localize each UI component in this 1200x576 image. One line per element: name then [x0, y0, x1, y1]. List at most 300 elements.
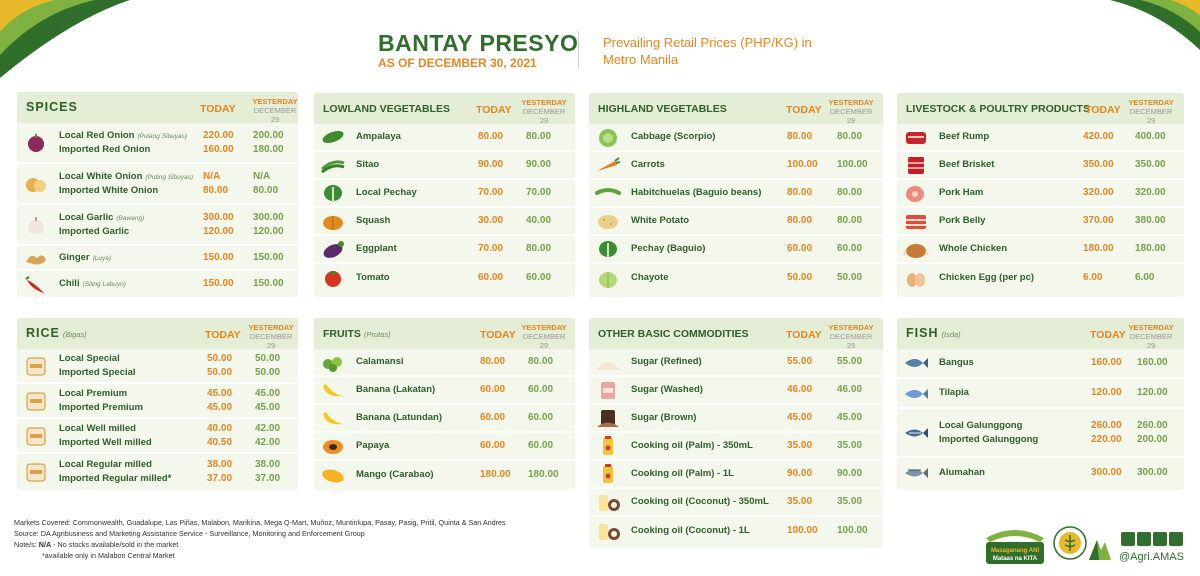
commodity-name: Chayote [631, 272, 669, 283]
today-price: 60.00 [478, 272, 504, 283]
yesterday-prices [837, 495, 862, 509]
yesterday-price: 90.00 [526, 159, 552, 170]
item-name [59, 352, 136, 366]
today-price: 60.00 [480, 440, 506, 451]
commodity-row [17, 205, 298, 246]
today-price: 220.00 [1091, 433, 1122, 445]
panel-title [323, 328, 391, 340]
item-name [631, 411, 696, 425]
social-icons [1121, 532, 1183, 546]
star-note: *available only in Malabon Central Market [42, 551, 175, 560]
commodity-row [17, 246, 298, 271]
local-name: (Pulang Sibuyas) [137, 132, 187, 140]
yesterday-price: 150.00 [253, 251, 284, 263]
today-prices [480, 355, 505, 369]
item-names [356, 355, 404, 369]
yesterday-prices [837, 383, 862, 397]
ginger-icon [23, 248, 49, 268]
squash-icon [320, 211, 346, 231]
pork-ham-icon [903, 183, 929, 203]
item-names [631, 411, 696, 425]
na-text: - No stocks available/sold in the market [51, 540, 179, 549]
today-price: 160.00 [203, 143, 234, 155]
yesterday-price: 300.00 [1137, 467, 1168, 478]
commodity-name: Local Pechay [356, 187, 417, 198]
beef-rump-icon [903, 127, 929, 147]
yesterday-prices [1135, 214, 1166, 228]
item-names [356, 468, 434, 482]
corner-leaf-left [0, 0, 140, 78]
today-prices [1083, 186, 1114, 200]
today-price: 300.00 [1091, 467, 1122, 478]
lowland-vegetables-panel [314, 93, 575, 297]
item-name [59, 458, 171, 472]
item-names [631, 467, 734, 481]
yesterday-label: YESTERDAY [1128, 323, 1174, 332]
item-name [356, 242, 397, 256]
today-price: 60.00 [787, 243, 813, 254]
mango-icon [320, 465, 346, 485]
yesterday-price: 120.00 [1137, 387, 1168, 398]
today-price: 100.00 [787, 525, 818, 536]
highland-vegetables-panel [589, 93, 883, 297]
rice-sack-icon [23, 462, 49, 482]
yesterday-date: DECEMBER 29 [522, 332, 566, 350]
yesterday-column-header [518, 98, 570, 125]
yesterday-label: YESTERDAY [828, 323, 874, 332]
yesterday-prices [837, 524, 868, 538]
yesterday-price: 320.00 [1135, 187, 1166, 198]
footer-notes [14, 517, 506, 561]
yesterday-price: 120.00 [253, 225, 284, 237]
youtube-icon[interactable] [1169, 532, 1183, 546]
yesterday-price: 60.00 [528, 440, 554, 451]
yesterday-price: 300.00 [253, 211, 284, 223]
commodity-name: Sugar (Refined) [631, 356, 702, 367]
ampalaya-icon [320, 127, 346, 147]
item-names [631, 186, 761, 200]
yesterday-prices [1135, 186, 1166, 200]
twitter-icon[interactable] [1153, 532, 1167, 546]
item-name [631, 383, 703, 397]
item-names [59, 277, 126, 291]
chicken-icon [903, 239, 929, 259]
fish-panel [897, 318, 1184, 490]
yesterday-price: 42.00 [255, 422, 281, 434]
item-name [59, 366, 136, 380]
yesterday-prices [528, 411, 553, 425]
item-name [356, 214, 390, 228]
commodity-row [17, 349, 298, 384]
item-name [59, 436, 152, 450]
today-prices [1083, 158, 1114, 172]
today-prices [787, 130, 812, 144]
item-name [356, 383, 435, 397]
section-title: LOWLAND VEGETABLES [323, 103, 450, 115]
item-names [356, 383, 435, 397]
report-date: AS OF DECEMBER 30, 2021 [378, 56, 537, 70]
yesterday-prices [528, 439, 553, 453]
commodity-name: Imported Garlic [59, 225, 130, 237]
pechay-icon [595, 239, 621, 259]
yesterday-date: DECEMBER 29 [1129, 332, 1173, 350]
commodity-name: Calamansi [356, 356, 404, 367]
today-prices [787, 242, 812, 256]
item-names [939, 158, 994, 172]
yesterday-price: 90.00 [837, 468, 863, 479]
item-name [59, 277, 126, 291]
panel-header [17, 92, 298, 123]
commodity-name: Cooking oil (Coconut) - 1L [631, 525, 750, 536]
yesterday-prices [837, 271, 862, 285]
item-names [356, 439, 389, 453]
section-title: LIVESTOCK & POULTRY PRODUCTS [906, 103, 1090, 115]
commodity-row [897, 379, 1184, 409]
calamansi-icon [320, 352, 346, 372]
yesterday-price: 42.00 [255, 436, 281, 448]
tilapia-icon [903, 383, 929, 403]
section-title: SPICES [26, 100, 78, 114]
commodity-row [314, 377, 575, 405]
item-names [356, 130, 401, 144]
header-divider [578, 31, 579, 69]
yesterday-prices [253, 251, 284, 265]
coconut-oil-icon [595, 492, 621, 512]
commodity-name: Banana (Latundan) [356, 412, 443, 423]
item-name [59, 472, 171, 486]
item-names [939, 130, 989, 144]
markets-covered: Markets Covered: Commonwealth, Guadalupe, Las Piñas, Malabon, Marikina, Mega Q-Mart, Muñoz, Muntinlupa, Pasay, Pasig, Pritil, Quinta & San Andres [14, 518, 506, 527]
commodity-name: Pechay (Baguio) [631, 243, 706, 254]
corner-leaf-right [1090, 0, 1200, 50]
today-price: 40.00 [207, 422, 233, 434]
today-prices [203, 277, 234, 291]
today-prices [480, 468, 511, 482]
panel-header [314, 318, 575, 349]
item-names [631, 242, 705, 256]
today-prices [787, 383, 812, 397]
item-name [59, 225, 144, 239]
yesterday-price: 50.00 [837, 272, 863, 283]
commodity-name: Beef Brisket [939, 159, 995, 170]
yesterday-price: 350.00 [1135, 159, 1166, 170]
item-name [939, 433, 1038, 447]
local-name: (Siling Labuyo) [82, 280, 126, 288]
commodity-name: Pork Belly [939, 215, 986, 226]
yesterday-prices [255, 458, 280, 486]
yesterday-prices [1135, 130, 1166, 144]
panel-title [323, 103, 450, 115]
item-name [631, 158, 665, 172]
item-names [356, 186, 417, 200]
today-prices [1091, 466, 1122, 480]
galunggong-icon [903, 423, 929, 443]
yesterday-prices [526, 130, 551, 144]
commodity-row [314, 433, 575, 461]
chayote-icon [595, 268, 621, 288]
panel-header [17, 318, 298, 349]
yesterday-date: DECEMBER 29 [249, 332, 293, 350]
commodity-name: Imported Special [59, 366, 136, 378]
commodity-name: Tilapia [939, 387, 969, 398]
commodity-name: Banana (Lakatan) [356, 384, 436, 395]
yesterday-column-header [825, 323, 877, 350]
na-note [14, 539, 506, 550]
commodity-name: Beef Rump [939, 131, 990, 142]
commodity-name: Imported Regular milled* [59, 472, 172, 484]
today-column-header: TODAY [1090, 329, 1126, 341]
commodity-row [17, 454, 298, 489]
yesterday-prices [253, 129, 284, 157]
panel-title [598, 103, 727, 115]
commodity-row [589, 349, 883, 377]
today-prices [787, 271, 812, 285]
today-price: 70.00 [478, 187, 504, 198]
facebook-icon[interactable] [1121, 532, 1135, 546]
today-prices [478, 158, 503, 172]
item-name [631, 271, 668, 285]
today-price: 180.00 [480, 469, 511, 480]
sitao-icon [320, 155, 346, 175]
item-names [356, 411, 442, 425]
item-names [59, 352, 136, 380]
item-names [631, 214, 689, 228]
yesterday-date: DECEMBER 29 [829, 332, 873, 350]
commodity-row [17, 384, 298, 419]
yesterday-prices [1137, 466, 1168, 480]
item-names [631, 130, 715, 144]
sugar-washed-icon [595, 380, 621, 400]
yesterday-price: 200.00 [253, 129, 284, 141]
department-of-agriculture-seal [1053, 526, 1087, 560]
item-names [939, 466, 985, 480]
commodity-row [589, 433, 883, 461]
today-column-header: TODAY [480, 329, 516, 341]
commodity-name: Imported Premium [59, 401, 143, 413]
commodity-name: Local White Onion [59, 170, 143, 182]
section-subtitle: (Bigas) [62, 330, 87, 339]
commodity-name: Local Regular milled [59, 458, 152, 470]
today-price: 100.00 [787, 159, 818, 170]
yesterday-price: 40.00 [526, 215, 552, 226]
item-names [631, 495, 769, 509]
commodity-name: Imported Galunggong [939, 433, 1039, 445]
commodity-row [589, 208, 883, 236]
commodity-row [314, 349, 575, 377]
masaganang-ani-logo [980, 522, 1050, 566]
coconut-oil-icon [595, 521, 621, 541]
today-column-header: TODAY [786, 329, 822, 341]
yesterday-price: 70.00 [526, 187, 552, 198]
yesterday-prices [526, 242, 551, 256]
bangus-icon [903, 353, 929, 373]
yesterday-price: 55.00 [837, 356, 863, 367]
commodity-row [589, 152, 883, 180]
item-name [356, 186, 417, 200]
panel-title [26, 100, 78, 114]
page-title: BANTAY PRESYO [378, 30, 579, 56]
item-name [356, 439, 389, 453]
commodity-row [17, 271, 298, 296]
local-name: (Luya) [92, 254, 112, 262]
livestock-poultry-panel [897, 93, 1184, 297]
commodity-name: Carrots [631, 159, 665, 170]
item-name [356, 468, 434, 482]
today-prices [480, 383, 505, 397]
yesterday-prices [253, 277, 284, 291]
item-name [631, 355, 702, 369]
item-name [631, 130, 715, 144]
tomato-icon [320, 268, 346, 288]
commodity-row [314, 405, 575, 433]
item-names [631, 439, 753, 453]
commodity-name: Eggplant [356, 243, 397, 254]
today-price: 350.00 [1083, 159, 1114, 170]
yesterday-price: 180.00 [253, 143, 284, 155]
item-name [939, 356, 974, 370]
panel-title [906, 103, 1090, 115]
spices-panel [17, 92, 298, 297]
item-name [939, 419, 1038, 433]
yesterday-prices [837, 467, 862, 481]
today-price: 320.00 [1083, 187, 1114, 198]
item-name [939, 130, 989, 144]
yesterday-date: DECEMBER 29 [522, 107, 566, 125]
yesterday-label: YESTERDAY [252, 97, 298, 106]
yesterday-price: 160.00 [1137, 357, 1168, 368]
item-name [356, 411, 442, 425]
today-price: 38.00 [207, 458, 233, 470]
item-names [939, 186, 983, 200]
beef-brisket-icon [903, 155, 929, 175]
yesterday-prices [837, 186, 862, 200]
item-names [59, 422, 152, 450]
section-subtitle: (Prutas) [363, 330, 391, 339]
eggplant-icon [320, 239, 346, 259]
yesterday-prices [837, 158, 868, 172]
yesterday-prices [526, 186, 551, 200]
commodity-row [314, 180, 575, 208]
yesterday-price: 60.00 [526, 272, 552, 283]
yesterday-price: 180.00 [1135, 243, 1166, 254]
yesterday-prices [837, 130, 862, 144]
item-name [939, 214, 985, 228]
yesterday-price: 35.00 [837, 440, 863, 451]
onion-white-icon [23, 174, 49, 194]
item-names [59, 129, 187, 157]
today-prices [207, 458, 232, 486]
yesterday-price: 200.00 [1137, 433, 1168, 445]
yesterday-price: 35.00 [837, 496, 863, 507]
local-name: (Bawang) [116, 214, 145, 222]
yesterday-price: 37.00 [255, 472, 281, 484]
yesterday-price: 60.00 [837, 243, 863, 254]
today-prices [480, 411, 505, 425]
item-name [939, 386, 969, 400]
yesterday-prices [837, 439, 862, 453]
papaya-icon [320, 436, 346, 456]
instagram-icon[interactable] [1137, 532, 1151, 546]
habitchuelas-icon [595, 183, 621, 203]
yesterday-prices [255, 387, 280, 415]
item-names [356, 271, 390, 285]
item-name [59, 184, 193, 198]
item-name [356, 355, 404, 369]
commodity-name: Papaya [356, 440, 390, 451]
today-prices [203, 129, 234, 157]
yesterday-prices [837, 411, 862, 425]
commodity-row [897, 458, 1184, 488]
commodity-name: Chili [59, 277, 80, 289]
yesterday-prices [526, 271, 551, 285]
today-price: 50.00 [207, 366, 233, 378]
commodity-row [314, 461, 575, 489]
commodity-name: Chicken Egg (per pc) [939, 272, 1035, 283]
today-price: 90.00 [478, 159, 504, 170]
potato-icon [595, 211, 621, 231]
yesterday-prices [255, 352, 280, 380]
yesterday-price: 80.00 [837, 215, 863, 226]
commodity-row [314, 124, 575, 152]
commodity-name: Local Garlic [59, 211, 114, 223]
item-names [939, 386, 969, 400]
section-title: OTHER BASIC COMMODITIES [598, 328, 749, 340]
yesterday-prices [1135, 158, 1166, 172]
item-names [631, 355, 702, 369]
panel-header [589, 93, 883, 124]
item-name [59, 401, 143, 415]
item-names [631, 524, 750, 538]
item-name [631, 495, 769, 509]
commodity-name: Habitchuelas (Baguio beans) [631, 187, 762, 198]
cabbage-icon [595, 127, 621, 147]
yesterday-price: 400.00 [1135, 131, 1166, 142]
yesterday-price: 38.00 [255, 458, 281, 470]
rice-panel [17, 318, 298, 490]
item-name [939, 242, 1007, 256]
commodity-name: Cabbage (Scorpio) [631, 131, 716, 142]
yesterday-price: 80.00 [253, 184, 279, 196]
pechay-icon [320, 183, 346, 203]
yesterday-price: 80.00 [837, 187, 863, 198]
today-price: 80.00 [480, 356, 506, 367]
banana-icon [320, 408, 346, 428]
today-price: 46.00 [787, 384, 813, 395]
today-price: 30.00 [478, 215, 504, 226]
today-price: 60.00 [480, 384, 506, 395]
today-prices [1083, 214, 1114, 228]
panel-header [589, 318, 883, 349]
today-price: 37.00 [207, 472, 233, 484]
commodity-name: Ginger [59, 251, 90, 263]
item-name [631, 524, 750, 538]
today-column-header: TODAY [200, 103, 236, 115]
na-label: N/A [38, 540, 52, 549]
yesterday-column-header [825, 98, 877, 125]
today-prices [787, 158, 818, 172]
commodity-row [589, 264, 883, 292]
rice-sack-icon [23, 391, 49, 411]
commodity-row [897, 208, 1184, 236]
panel-header [314, 93, 575, 124]
item-names [939, 271, 1034, 285]
sugar-refined-icon [595, 352, 621, 372]
commodity-name: Imported Red Onion [59, 143, 151, 155]
yesterday-prices [526, 158, 551, 172]
today-price: 370.00 [1083, 215, 1114, 226]
page-subtitle: Prevailing Retail Prices (PHP/KG) in Metro Manila [603, 35, 812, 67]
commodity-name: White Potato [631, 215, 690, 226]
